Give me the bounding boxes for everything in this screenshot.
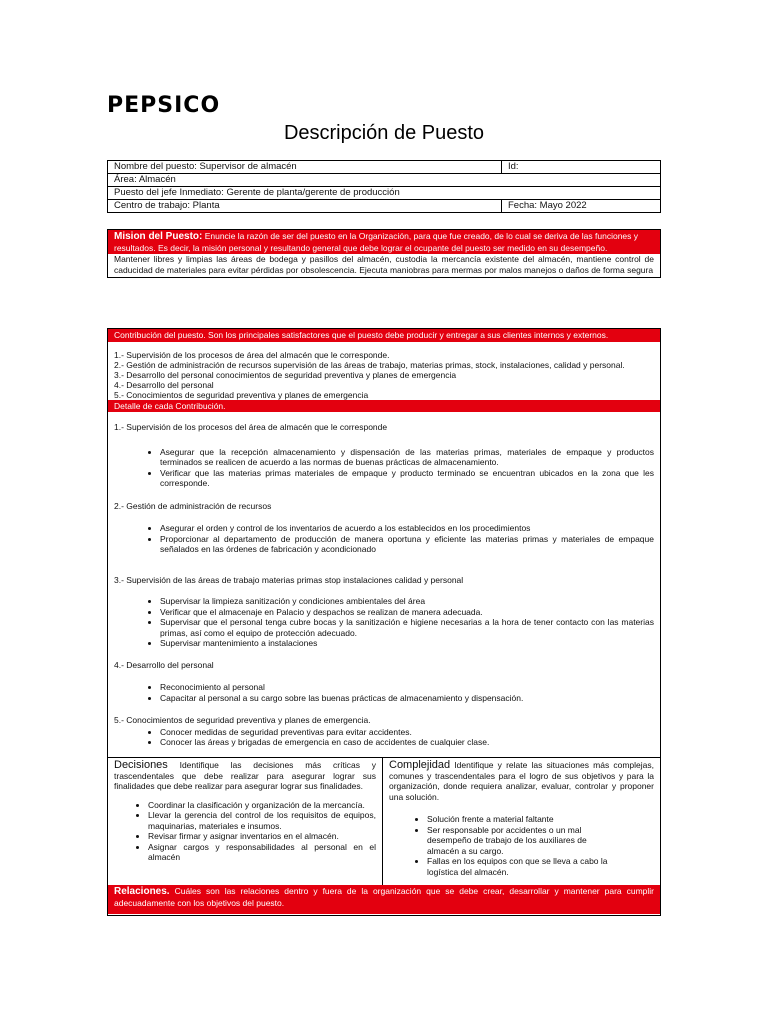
pepsico-logo: PEPSICO xyxy=(107,93,221,118)
contribucion-section xyxy=(107,328,661,916)
detalle-bullet-list xyxy=(114,447,654,489)
complejidad-cell xyxy=(383,758,660,885)
complejidad-label: Complejidad xyxy=(389,759,451,771)
list-item: • Asignar cargos y responsabilidades al personal en el almacén xyxy=(148,842,376,863)
contribucion-item: 4.- Desarrollo del personal xyxy=(114,379,214,390)
contribucion-item: 3.- Desarrollo del personal conocimientos de seguridad preventiva y planes de emergencia xyxy=(114,369,457,380)
detalle-section-title: 3.- Supervisión de las áreas de trabajo materias primas stop instalaciones calidad y personal xyxy=(114,574,464,585)
work-center: Centro de trabajo: Planta xyxy=(108,200,502,213)
list-item: • Conocer las áreas y brigadas de emergencia en caso de accidentes de cualquier clase. xyxy=(160,737,654,748)
job-id: Id: xyxy=(502,161,661,174)
complejidad-list xyxy=(383,814,660,877)
job-date: Fecha: Mayo 2022 xyxy=(502,200,661,213)
list-item: • Supervisar que el personal tenga cubre bocas y la sanitización e higiene necesarias a la hora de tener contacto con las materias primas, así como el equipo de protección adecuado. xyxy=(160,617,654,638)
detalle-bullet-list xyxy=(114,523,654,555)
decisiones-label: Decisiones xyxy=(114,759,168,771)
detalle-section-title: 1.- Supervisión de los procesos del área de almacén que le corresponde xyxy=(114,422,388,432)
detalle-header: Detalle de cada Contribución. xyxy=(108,400,660,413)
detalle-section-title: 4.- Desarrollo del personal xyxy=(114,659,214,670)
mision-label: Mision del Puesto: xyxy=(114,231,203,242)
list-item: • Conocer medidas de seguridad preventivas para evitar accidentes. xyxy=(160,727,654,738)
complejidad-instruction: Identifique y relate las situaciones más complejas, comunes y trascendentales para el logro de sus objetivos y para la organización, donde requiera analizar, evaluar, controlar y proponer una solución. xyxy=(389,760,654,802)
list-item: • Solución frente a material faltante xyxy=(427,814,620,825)
contribucion-list xyxy=(108,342,660,400)
list-item: • Revisar firmar y asignar inventarios en el almacén. xyxy=(148,831,376,842)
list-item: • Asegurar el orden y control de los inventarios de acuerdo a los establecidos en los procedimientos xyxy=(160,523,654,534)
list-item: • Supervisar la limpieza sanitización y condiciones ambientales del área xyxy=(160,596,654,607)
list-item: • Fallas en los equipos con que se lleva a cabo la logística del almacén. xyxy=(427,856,620,877)
mision-instruction: Enuncie la razón de ser del puesto en la Organización, para que fue creado, de lo cual se deriva de las funciones y resultados. Es decir, la misión personal y resultando general que debe lograr el ocupante del puesto ser medido en su desempeño. xyxy=(114,231,639,253)
list-item: • Capacitar al personal a su cargo sobre las buenas prácticas de almacenamiento y dispensación. xyxy=(160,693,654,704)
contribucion-item: 2.- Gestión de administración de recursos supervisión de las áreas de trabajo, materias primas, stock, instalaciones, calidad y personal. xyxy=(114,359,625,370)
detalle-body xyxy=(108,412,660,748)
decisiones-cell xyxy=(108,758,383,885)
decisiones-instruction: Identifique las decisiones más críticas y trascendentales que debe realizar para asegurar lograr sus finalidades que debe realizar para asegurar lograr sus finalidades. xyxy=(114,760,376,791)
contribucion-header: Contribución del puesto. Son los principales satisfactores que el puesto debe producir y entregar a sus clientes internos y externos. xyxy=(108,329,660,342)
contribucion-item: 5.- Conocimientos de seguridad preventiva y planes de emergencia xyxy=(114,389,369,400)
list-item: • Verificar que las materias primas materiales de empaque y producto terminado se encuentran ubicados en la zona que les corresponde. xyxy=(160,468,654,489)
relaciones-label: Relaciones. xyxy=(114,886,170,897)
list-item: • Ser responsable por accidentes o un mal desempeño de trabajo de los auxiliares de almacén a su cargo. xyxy=(427,825,620,857)
contribucion-item: 1.- Supervisión de los procesos de área del almacén que le corresponde. xyxy=(114,349,390,360)
list-item: • Reconocimiento al personal xyxy=(160,682,654,693)
mision-section xyxy=(107,229,661,278)
mision-header xyxy=(108,230,660,254)
detalle-bullet-list xyxy=(114,727,654,748)
detalle-bullet-list xyxy=(114,596,654,649)
list-item: • Asegurar que la recepción almacenamiento y dispensación de las materias primas, materiales de empaque y productos terminados se realicen de acuerdo a las normas de buenas prácticas de almacenamiento. xyxy=(160,447,654,468)
relaciones-instruction: Cuáles son las relaciones dentro y fuera de la organización que se debe crear, desarrollar y mantener para cumplir adecuadamente con los objetivos del puesto. xyxy=(114,886,654,908)
list-item: • Verificar que el almacenaje en Palacio y despachos se realizan de manera adecuada. xyxy=(160,607,654,618)
list-item: • Proporcionar al departamento de producción de manera oportuna y eficiente las materias primas y materiales de empaque señalados en las órdenes de fabricación y acondicionado xyxy=(160,534,654,555)
detalle-section-title: 5.- Conocimientos de seguridad preventiva y planes de emergencia. xyxy=(114,715,371,725)
list-item: • Llevar la gerencia del control de los requisitos de equipos, maquinarias, materiales e insumos. xyxy=(148,810,376,831)
detalle-section-title: 2.- Gestión de administración de recursos xyxy=(114,500,272,511)
list-item: • Coordinar la clasificación y organización de la mercancía. xyxy=(148,800,376,811)
page-title: Descripción de Puesto xyxy=(283,122,485,144)
mision-text: Mantener libres y limpias las áreas de bodega y pasillos del almacén, custodia la mercancía existente del almacén, mantiene control de caducidad de materiales para evitar pérdidas por obsolescencia. Ejecuta maniobras para mermas por malos manejos o daños de forma segura xyxy=(114,254,654,275)
decisiones-complejidad-row xyxy=(108,757,660,885)
job-boss: Puesto del jefe Inmediato: Gerente de planta/gerente de producción xyxy=(108,187,661,200)
detalle-bullet-list xyxy=(114,682,654,703)
decisiones-list xyxy=(108,800,382,863)
list-item: • Supervisar mantenimiento a instalaciones xyxy=(160,638,654,649)
info-table xyxy=(107,160,661,213)
job-area: Área: Almacén xyxy=(108,174,661,187)
relaciones-header xyxy=(108,885,660,914)
job-name: Nombre del puesto: Supervisor de almacén xyxy=(108,161,502,174)
